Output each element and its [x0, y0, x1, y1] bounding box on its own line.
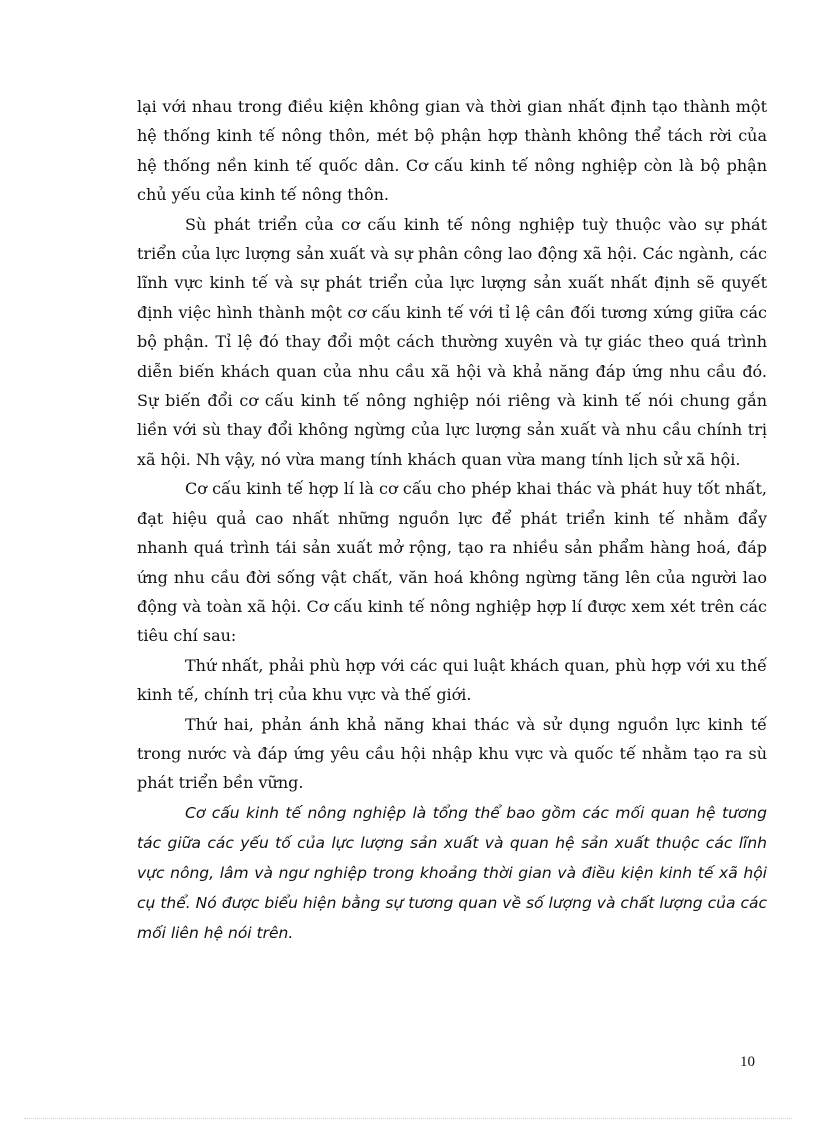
page-bottom-border [24, 1118, 792, 1119]
paragraph-4: Thứ nhất, phải phù hợp với các qui luật khách quan, phù hợp với xu thế kinh tế, chính trị của khu vực và thế giới. [137, 655, 767, 705]
paragraph-3: Cơ cấu kinh tế hợp lí là cơ cấu cho phép khai thác và phát huy tốt nhất, đạt hiệu quả cao nhất những nguồn lực để phát triển kinh tế nhằm đẩy nhanh quá trình tái sản xuất mở rộng, tạo ra nhiều sản phẩm hàng hoá, đáp ứng nhu cầu đời sống vật chất, văn hoá không ngừng tăng lên của người lao động và toàn xã hội. Cơ cấu kinh tế nông nghiệp hợp lí được xem xét trên các tiêu chí sau: [137, 479, 767, 646]
page-number: 10 [740, 1054, 755, 1070]
paragraph-5: Thứ hai, phản ánh khả năng khai thác và sử dụng nguồn lực kinh tế trong nước và đáp ứng yêu cầu hội nhập khu vực và quốc tế nhằm tạo ra sù phát triển bền vững. [137, 714, 767, 793]
paragraph-6-definition: Cơ cấu kinh tế nông nghiệp là tổng thể bao gồm các mối quan hệ tương tác giữa các yếu tố của lực lượng sản xuất và quan hệ sản xuất thuộc các lĩnh vực nông, lâm và ngư nghiệp trong khoảng thời gian và điều kiện kinh tế xã hội cụ thể. Nó được biểu hiện bằng sự tương quan về số lượng và chất lượng của các mối liên hệ nói trên. [137, 803, 767, 942]
body-text [137, 92, 767, 948]
paragraph-1: lại với nhau trong điều kiện không gian và thời gian nhất định tạo thành một hệ thống kinh tế nông thôn, mét bộ phận hợp thành không thể tách rời của hệ thống nền kinh tế quốc dân. Cơ cấu kinh tế nông nghiệp còn là bộ phận chủ yếu của kinh tế nông thôn. [137, 97, 767, 205]
paragraph-2: Sù phát triển của cơ cấu kinh tế nông nghiệp tuỳ thuộc vào sự phát triển của lực lượng sản xuất và sự phân công lao động xã hội. Các ngành, các lĩnh vực kinh tế và sự phát triển của lực lượng sản xuất nhất định sẽ quyết định việc hình thành một cơ cấu kinh tế với tỉ lệ cân đối tương xứng giữa các bộ phận. Tỉ lệ đó thay đổi một cách thường xuyên và tự giác theo quá trình diễn biến khách quan của nhu cầu xã hội và khả năng đáp ứng nhu cầu đó. Sự biến đổi cơ cấu kinh tế nông nghiệp nói riêng và kinh tế nói chung gắn liền với sù thay đổi không ngừng của lực lượng sản xuất và nhu cầu chính trị xã hội. Nh vậy, nó vừa mang tính khách quan vừa mang tính lịch sử xã hội. [137, 214, 767, 469]
